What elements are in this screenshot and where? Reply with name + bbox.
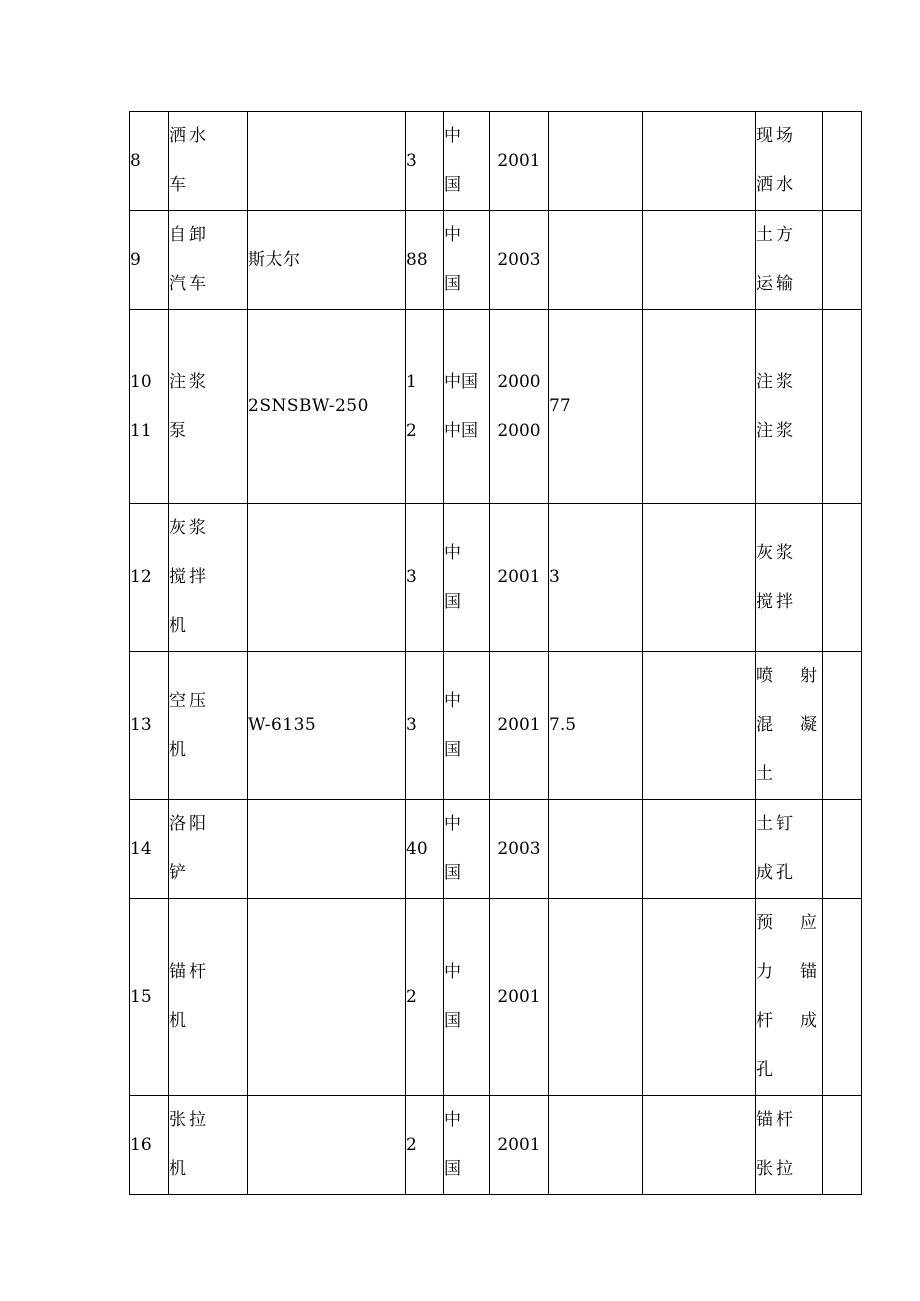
cell-use-line	[756, 899, 822, 948]
cell-use-text: 锚杆	[756, 1110, 796, 1130]
cell-model	[248, 800, 406, 899]
cell-use-line	[756, 997, 822, 1046]
cell-no-text: 8	[130, 150, 141, 171]
cell-use-text: 喷	[756, 666, 776, 686]
cell-no	[130, 211, 169, 310]
cell-no	[130, 310, 169, 504]
cell-origin	[444, 504, 490, 652]
cell-use	[756, 504, 823, 652]
cell-model	[248, 504, 406, 652]
cell-qty-text: 3	[406, 567, 417, 587]
cell-use-line	[756, 948, 822, 997]
cell-use-line	[756, 849, 822, 898]
cell-year	[490, 310, 549, 504]
cell-no-text: 9	[130, 249, 141, 270]
table-body	[130, 112, 862, 1195]
cell-use-text: 注浆	[756, 420, 796, 441]
cell-use-line	[756, 260, 822, 309]
cell-use-line	[756, 800, 822, 849]
cell-use-text: 应	[800, 913, 820, 933]
cell-power	[549, 112, 643, 211]
cell-qty	[406, 899, 444, 1096]
cell-year	[490, 1096, 549, 1195]
cell-power-text: 77	[549, 396, 571, 416]
cell-origin	[444, 800, 490, 899]
cell-use-text: 灰浆	[756, 542, 796, 563]
cell-year-text: 2000	[497, 371, 541, 392]
cell-use-line	[756, 358, 822, 407]
cell-power	[549, 800, 643, 899]
cell-origin	[444, 112, 490, 211]
cell-use-text: 混	[756, 715, 776, 735]
cell-origin-text: 中	[444, 962, 461, 982]
cell-qty	[406, 800, 444, 899]
cell-perf	[643, 899, 756, 1096]
cell-origin-text: 国	[444, 274, 461, 294]
cell-origin-text: 中	[444, 225, 461, 245]
cell-no	[130, 1096, 169, 1195]
cell-model	[248, 1096, 406, 1195]
cell-use-text: 运输	[756, 274, 796, 294]
cell-year-text: 2001	[497, 1134, 541, 1155]
cell-use-text: 射	[800, 666, 820, 686]
cell-qty	[406, 112, 444, 211]
cell-use	[756, 211, 823, 310]
cell-no-text: 11	[130, 420, 152, 441]
cell-year	[490, 112, 549, 211]
cell-perf	[643, 211, 756, 310]
cell-power	[549, 652, 643, 800]
cell-year	[490, 504, 549, 652]
cell-power	[549, 310, 643, 504]
cell-use-text: 力	[756, 962, 776, 982]
cell-name-text: 自卸	[169, 225, 209, 245]
cell-note	[823, 211, 862, 310]
cell-use-text: 张拉	[756, 1159, 796, 1179]
cell-year-text: 2001	[497, 986, 541, 1007]
cell-name-text: 铲	[169, 863, 189, 883]
cell-perf	[643, 652, 756, 800]
cell-name-text: 机	[169, 616, 189, 636]
cell-no-text: 16	[130, 1134, 152, 1155]
cell-model	[248, 899, 406, 1096]
cell-note	[823, 504, 862, 652]
cell-year	[490, 211, 549, 310]
cell-use-line	[756, 112, 822, 161]
cell-perf	[643, 1096, 756, 1195]
cell-year-text: 2003	[497, 249, 541, 270]
cell-no	[130, 652, 169, 800]
cell-model	[248, 211, 406, 310]
table-row	[130, 310, 862, 504]
cell-name-text: 车	[169, 175, 189, 195]
cell-name	[169, 652, 248, 800]
cell-perf	[643, 310, 756, 504]
table-row	[130, 1096, 862, 1195]
cell-no	[130, 800, 169, 899]
cell-origin	[444, 652, 490, 800]
cell-model-text: 斯太尔	[248, 249, 301, 270]
cell-note	[823, 1096, 862, 1195]
cell-name-text: 汽车	[169, 274, 209, 294]
cell-year	[490, 899, 549, 1096]
cell-no-text: 14	[130, 838, 152, 859]
cell-name-text: 搅拌	[169, 567, 209, 587]
cell-name	[169, 112, 248, 211]
cell-use-text: 土方	[756, 225, 796, 245]
cell-note	[823, 800, 862, 899]
cell-perf	[643, 112, 756, 211]
cell-power	[549, 1096, 643, 1195]
cell-no-text: 13	[130, 715, 152, 735]
cell-year-text: 2001	[497, 150, 541, 171]
cell-origin	[444, 310, 490, 504]
cell-name	[169, 310, 248, 504]
cell-origin-text: 国	[444, 739, 461, 760]
cell-note	[823, 652, 862, 800]
cell-qty	[406, 211, 444, 310]
cell-model	[248, 112, 406, 211]
table-row	[130, 899, 862, 1096]
cell-qty-text: 2	[406, 420, 417, 441]
equipment-table	[129, 111, 862, 1195]
cell-origin-text: 国	[444, 1159, 461, 1179]
cell-use-line	[756, 1145, 822, 1194]
cell-qty-text: 3	[406, 150, 417, 171]
cell-no-text: 10	[130, 371, 152, 392]
cell-name-text: 张拉	[169, 1110, 209, 1130]
cell-name	[169, 211, 248, 310]
cell-perf	[643, 504, 756, 652]
cell-origin-text: 中	[444, 1110, 461, 1130]
cell-name-text: 洛阳	[169, 814, 209, 834]
table-row	[130, 800, 862, 899]
cell-name	[169, 800, 248, 899]
cell-name-text: 泵	[169, 420, 189, 441]
cell-origin-text: 中	[444, 542, 461, 563]
cell-note	[823, 310, 862, 504]
cell-use-line	[756, 578, 822, 627]
cell-name	[169, 1096, 248, 1195]
cell-model-text: W-6135	[248, 715, 317, 735]
cell-qty-text: 88	[406, 249, 428, 270]
table-row	[130, 504, 862, 652]
cell-origin-text: 中	[444, 814, 461, 834]
cell-name	[169, 504, 248, 652]
cell-origin-text: 中国	[444, 371, 478, 392]
cell-no-text: 12	[130, 567, 152, 587]
cell-qty	[406, 504, 444, 652]
cell-no-text: 15	[130, 986, 152, 1007]
cell-use-text: 成	[800, 1011, 820, 1031]
cell-qty-text: 40	[406, 838, 428, 859]
cell-use-line	[756, 1096, 822, 1145]
cell-model	[248, 310, 406, 504]
cell-power	[549, 504, 643, 652]
cell-use	[756, 800, 823, 899]
cell-use-text: 锚	[800, 962, 820, 982]
cell-use-text: 注浆	[756, 371, 796, 392]
cell-no	[130, 899, 169, 1096]
cell-use-text: 杆	[756, 1011, 776, 1031]
cell-qty-text: 2	[406, 1134, 417, 1155]
cell-use	[756, 899, 823, 1096]
cell-origin	[444, 1096, 490, 1195]
cell-qty-text: 3	[406, 715, 417, 735]
cell-name-text: 注浆	[169, 371, 209, 392]
cell-use-text: 凝	[800, 715, 820, 735]
cell-note	[823, 112, 862, 211]
cell-origin	[444, 899, 490, 1096]
cell-origin-text: 国	[444, 863, 461, 883]
cell-model	[248, 652, 406, 800]
cell-qty	[406, 1096, 444, 1195]
cell-use-line	[756, 211, 822, 260]
cell-use-line	[756, 750, 822, 799]
cell-use-line	[756, 701, 822, 750]
cell-use-text: 孔	[756, 1060, 776, 1080]
cell-power	[549, 899, 643, 1096]
cell-name-text: 灰浆	[169, 518, 209, 538]
table-row	[130, 211, 862, 310]
cell-use-text: 成孔	[756, 863, 796, 883]
cell-use-line	[756, 529, 822, 578]
cell-perf	[643, 800, 756, 899]
cell-origin-text: 中	[444, 126, 461, 146]
cell-origin-text: 国	[444, 1011, 461, 1031]
cell-name-text: 空压	[169, 690, 209, 711]
cell-use-line	[756, 407, 822, 456]
cell-model-text: 2SNSBW-250	[248, 396, 369, 416]
cell-year	[490, 800, 549, 899]
cell-use-line	[756, 161, 822, 210]
cell-name-text: 锚杆	[169, 962, 209, 982]
cell-name-text: 洒水	[169, 126, 209, 146]
cell-origin	[444, 211, 490, 310]
table-row	[130, 652, 862, 800]
cell-year-text: 2003	[497, 838, 541, 859]
cell-year	[490, 652, 549, 800]
cell-use-text: 预	[756, 913, 776, 933]
cell-use	[756, 112, 823, 211]
cell-no	[130, 112, 169, 211]
cell-year-text: 2001	[497, 567, 541, 587]
cell-year-text: 2001	[497, 715, 541, 735]
cell-use-text: 土	[756, 764, 776, 784]
cell-use	[756, 1096, 823, 1195]
cell-use-line	[756, 1046, 822, 1095]
cell-qty	[406, 310, 444, 504]
cell-use	[756, 310, 823, 504]
cell-qty	[406, 652, 444, 800]
cell-name	[169, 899, 248, 1096]
cell-origin-text: 国	[444, 175, 461, 195]
cell-year-text: 2000	[497, 420, 541, 441]
cell-use-line	[756, 652, 822, 701]
cell-power-text: 3	[549, 567, 560, 587]
cell-origin-text: 中	[444, 690, 461, 711]
cell-name-text: 机	[169, 739, 189, 760]
cell-origin-text: 国	[444, 591, 461, 612]
cell-qty-text: 2	[406, 986, 417, 1007]
cell-use-text: 洒水	[756, 175, 796, 195]
cell-use-text: 搅拌	[756, 591, 796, 612]
cell-name-text: 机	[169, 1011, 189, 1031]
cell-no	[130, 504, 169, 652]
cell-qty-text: 1	[406, 371, 417, 392]
cell-use-text: 现场	[756, 126, 796, 146]
cell-power-text: 7.5	[549, 715, 577, 735]
cell-power	[549, 211, 643, 310]
cell-use	[756, 652, 823, 800]
cell-name-text: 机	[169, 1159, 189, 1179]
cell-origin-text: 中国	[444, 420, 478, 441]
cell-use-text: 土钉	[756, 814, 796, 834]
cell-note	[823, 899, 862, 1096]
table-row	[130, 112, 862, 211]
